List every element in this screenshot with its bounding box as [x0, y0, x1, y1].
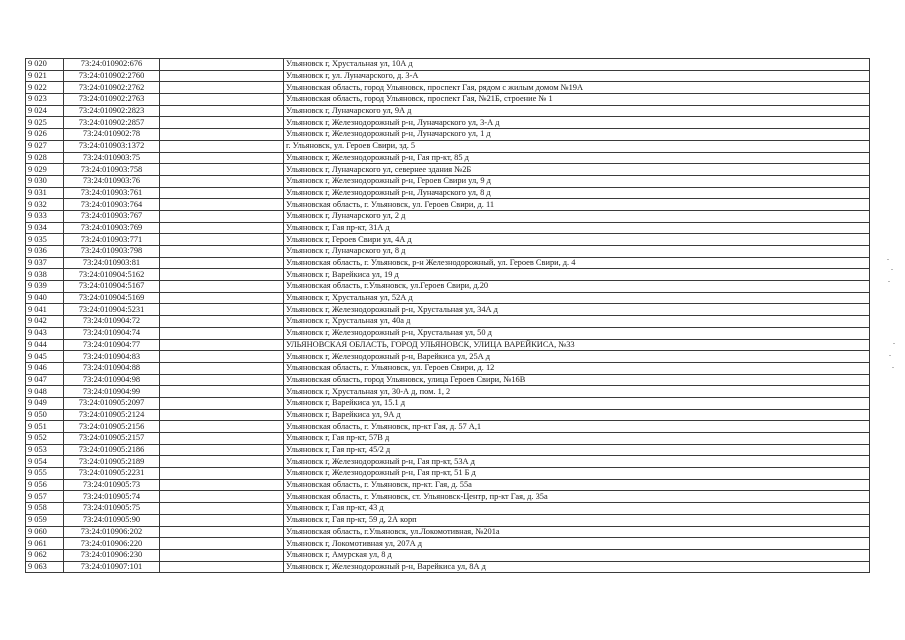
table-row — [26, 129, 870, 141]
row-number-cell: 9 056 — [26, 479, 64, 491]
row-number-cell: 9 047 — [26, 374, 64, 386]
table-row — [26, 257, 870, 269]
empty-cell — [160, 105, 284, 117]
row-number-cell: 9 046 — [26, 362, 64, 374]
row-number-cell: 9 045 — [26, 351, 64, 363]
address-cell: Ульяновск г, Хрустальная ул, 52А д — [284, 292, 870, 304]
empty-cell — [160, 339, 284, 351]
cadastral-number-cell: 73:24:010902:2857 — [64, 117, 160, 129]
row-number-cell: 9 055 — [26, 468, 64, 480]
address-cell: Ульяновск г, Героев Свири ул, 4А д — [284, 234, 870, 246]
cadastral-number-cell: 73:24:010904:88 — [64, 362, 160, 374]
empty-cell — [160, 362, 284, 374]
table-row — [26, 444, 870, 456]
row-number-cell: 9 063 — [26, 561, 64, 573]
address-cell: Ульяновская область, город Ульяновск, проспект Гая, рядом с жилым домом №19А — [284, 82, 870, 94]
row-number-cell: 9 060 — [26, 526, 64, 538]
empty-cell — [160, 234, 284, 246]
cadastral-number-cell: 73:24:010902:78 — [64, 129, 160, 141]
row-number-cell: 9 034 — [26, 222, 64, 234]
cadastral-number-cell: 73:24:010903:798 — [64, 246, 160, 258]
empty-cell — [160, 210, 284, 222]
empty-cell — [160, 292, 284, 304]
row-number-cell: 9 049 — [26, 397, 64, 409]
cadastral-number-cell: 73:24:010903:81 — [64, 257, 160, 269]
table-row — [26, 269, 870, 281]
row-number-cell: 9 026 — [26, 129, 64, 141]
cadastral-number-cell: 73:24:010905:2097 — [64, 397, 160, 409]
cadastral-number-cell: 73:24:010902:2763 — [64, 94, 160, 106]
table-row — [26, 234, 870, 246]
cadastral-number-cell: 73:24:010905:2156 — [64, 421, 160, 433]
empty-cell — [160, 491, 284, 503]
row-number-cell: 9 028 — [26, 152, 64, 164]
row-number-cell: 9 033 — [26, 210, 64, 222]
table-row — [26, 164, 870, 176]
row-number-cell: 9 062 — [26, 549, 64, 561]
address-cell: Ульяновск г, Гая пр-кт, 45/2 д — [284, 444, 870, 456]
table-row — [26, 491, 870, 503]
table-row — [26, 59, 870, 71]
table-row — [26, 117, 870, 129]
address-cell: Ульяновск г, Железнодорожный р-н, Гая пр-кт, 51 Б д — [284, 468, 870, 480]
table-row — [26, 526, 870, 538]
empty-cell — [160, 70, 284, 82]
table-row — [26, 503, 870, 515]
row-number-cell: 9 021 — [26, 70, 64, 82]
row-number-cell: 9 036 — [26, 246, 64, 258]
cadastral-number-cell: 73:24:010905:2157 — [64, 433, 160, 445]
address-cell: Ульяновск г, Луначарского ул, севернее здания №2Б — [284, 164, 870, 176]
address-cell: Ульяновская область, город Ульяновск, улица Героев Свири, №16В — [284, 374, 870, 386]
empty-cell — [160, 117, 284, 129]
address-cell: УЛЬЯНОВСКАЯ ОБЛАСТЬ, ГОРОД УЛЬЯНОВСК, УЛИЦА ВАРЕЙКИСА, №33 — [284, 339, 870, 351]
address-cell: Ульяновск г, Железнодорожный р-н, Луначарского ул, 8 д — [284, 187, 870, 199]
table-row — [26, 409, 870, 421]
cadastral-number-cell: 73:24:010905:2186 — [64, 444, 160, 456]
address-cell: Ульяновск г, Варейкиса ул, 19 д — [284, 269, 870, 281]
address-cell: Ульяновск г, Железнодорожный р-н, Луначарского ул, 1 д — [284, 129, 870, 141]
empty-cell — [160, 246, 284, 258]
cadastral-number-cell: 73:24:010903:769 — [64, 222, 160, 234]
table-row — [26, 246, 870, 258]
empty-cell — [160, 444, 284, 456]
row-number-cell: 9 037 — [26, 257, 64, 269]
table-row — [26, 187, 870, 199]
address-cell: Ульяновск г, Локомотивная ул, 207А д — [284, 538, 870, 550]
table-row — [26, 316, 870, 328]
row-number-cell: 9 039 — [26, 281, 64, 293]
cadastral-number-cell: 73:24:010904:5169 — [64, 292, 160, 304]
table-row — [26, 538, 870, 550]
address-cell: Ульяновск г, Гая пр-кт, 43 д — [284, 503, 870, 515]
table-row — [26, 561, 870, 573]
address-cell: Ульяновская область, г. Ульяновск, ул. Героев Свири, д. 11 — [284, 199, 870, 211]
empty-cell — [160, 257, 284, 269]
row-number-cell: 9 053 — [26, 444, 64, 456]
table-row — [26, 140, 870, 152]
row-number-cell: 9 044 — [26, 339, 64, 351]
row-number-cell: 9 048 — [26, 386, 64, 398]
cadastral-number-cell: 73:24:010905:75 — [64, 503, 160, 515]
address-cell: Ульяновск г, Железнодорожный р-н, Гая пр-кт, 85 д — [284, 152, 870, 164]
address-cell: Ульяновская область, г. Ульяновск, ст. Ульяновск-Центр, пр-кт Гая, д. 35а — [284, 491, 870, 503]
empty-cell — [160, 374, 284, 386]
table-row — [26, 386, 870, 398]
row-number-cell: 9 040 — [26, 292, 64, 304]
empty-cell — [160, 514, 284, 526]
cadastral-number-cell: 73:24:010902:2760 — [64, 70, 160, 82]
empty-cell — [160, 316, 284, 328]
row-number-cell: 9 061 — [26, 538, 64, 550]
row-number-cell: 9 057 — [26, 491, 64, 503]
address-cell: Ульяновск г, Железнодорожный р-н, Гая пр-кт, 53А д — [284, 456, 870, 468]
address-cell: Ульяновск г, Железнодорожный р-н, Луначарского ул, 3-А д — [284, 117, 870, 129]
cadastral-number-cell: 73:24:010905:73 — [64, 479, 160, 491]
address-cell: Ульяновск г, Варейкиса ул, 9А д — [284, 409, 870, 421]
row-number-cell: 9 023 — [26, 94, 64, 106]
empty-cell — [160, 187, 284, 199]
address-cell: г. Ульяновск, ул. Героев Свири, зд. 5 — [284, 140, 870, 152]
address-cell: Ульяновск г, Хрустальная ул, 30-А д, пом. 1, 2 — [284, 386, 870, 398]
table-row — [26, 105, 870, 117]
empty-cell — [160, 304, 284, 316]
table-row — [26, 397, 870, 409]
row-number-cell: 9 051 — [26, 421, 64, 433]
empty-cell — [160, 327, 284, 339]
scan-artifacts — [885, 255, 899, 375]
cadastral-number-cell: 73:24:010903:758 — [64, 164, 160, 176]
table-row — [26, 222, 870, 234]
empty-cell — [160, 59, 284, 71]
row-number-cell: 9 031 — [26, 187, 64, 199]
row-number-cell: 9 029 — [26, 164, 64, 176]
address-cell: Ульяновск г, Хрустальная ул, 40а д — [284, 316, 870, 328]
cadastral-number-cell: 73:24:010904:5167 — [64, 281, 160, 293]
cadastral-number-cell: 73:24:010904:74 — [64, 327, 160, 339]
table-row — [26, 70, 870, 82]
table-row — [26, 304, 870, 316]
cadastral-number-cell: 73:24:010907:101 — [64, 561, 160, 573]
cadastral-number-cell: 73:24:010903:764 — [64, 199, 160, 211]
row-number-cell: 9 020 — [26, 59, 64, 71]
table-row — [26, 351, 870, 363]
empty-cell — [160, 468, 284, 480]
row-number-cell: 9 030 — [26, 175, 64, 187]
table-row — [26, 339, 870, 351]
address-cell: Ульяновск г, Железнодорожный р-н, Варейкиса ул, 25А д — [284, 351, 870, 363]
table-row — [26, 479, 870, 491]
cadastral-number-cell: 73:24:010904:99 — [64, 386, 160, 398]
table-row — [26, 281, 870, 293]
cadastral-number-cell: 73:24:010903:771 — [64, 234, 160, 246]
empty-cell — [160, 351, 284, 363]
address-cell: Ульяновск г, ул. Луначарского, д. 3-А — [284, 70, 870, 82]
cadastral-number-cell: 73:24:010904:77 — [64, 339, 160, 351]
empty-cell — [160, 479, 284, 491]
empty-cell — [160, 152, 284, 164]
address-cell: Ульяновск г, Амурская ул, 8 д — [284, 549, 870, 561]
address-cell: Ульяновская область, г. Ульяновск, ул. Героев Свири, д. 12 — [284, 362, 870, 374]
row-number-cell: 9 038 — [26, 269, 64, 281]
address-cell: Ульяновская область, г. Ульяновск, пр-кт Гая, д. 57 А,1 — [284, 421, 870, 433]
empty-cell — [160, 561, 284, 573]
row-number-cell: 9 027 — [26, 140, 64, 152]
address-cell: Ульяновск г, Хрустальная ул, 10А д — [284, 59, 870, 71]
cadastral-number-cell: 73:24:010905:2231 — [64, 468, 160, 480]
row-number-cell: 9 025 — [26, 117, 64, 129]
address-cell: Ульяновск г, Железнодорожный р-н, Хрустальная ул, 34А д — [284, 304, 870, 316]
row-number-cell: 9 059 — [26, 514, 64, 526]
cadastral-number-cell: 73:24:010902:676 — [64, 59, 160, 71]
address-cell: Ульяновск г, Железнодорожный р-н, Героев Свири ул, 9 д — [284, 175, 870, 187]
cadastral-number-cell: 73:24:010903:767 — [64, 210, 160, 222]
address-cell: Ульяновская область, г. Ульяновск, р-н Железнодорожный, ул. Героев Свири, д. 4 — [284, 257, 870, 269]
address-cell: Ульяновск г, Луначарского ул, 8 д — [284, 246, 870, 258]
row-number-cell: 9 022 — [26, 82, 64, 94]
cadastral-number-cell: 73:24:010906:220 — [64, 538, 160, 550]
address-cell: Ульяновская область, г.Ульяновск, ул.Героев Свири, д.20 — [284, 281, 870, 293]
cadastral-number-cell: 73:24:010905:2124 — [64, 409, 160, 421]
table-row — [26, 199, 870, 211]
table-row — [26, 421, 870, 433]
empty-cell — [160, 94, 284, 106]
empty-cell — [160, 222, 284, 234]
cadastral-number-cell: 73:24:010904:83 — [64, 351, 160, 363]
table-row — [26, 514, 870, 526]
empty-cell — [160, 129, 284, 141]
table-row — [26, 82, 870, 94]
row-number-cell: 9 032 — [26, 199, 64, 211]
row-number-cell: 9 024 — [26, 105, 64, 117]
address-cell: Ульяновск г, Гая пр-кт, 59 д, 2А корп — [284, 514, 870, 526]
registry-table — [25, 58, 870, 573]
address-cell: Ульяновск г, Железнодорожный р-н, Варейкиса ул, 8А д — [284, 561, 870, 573]
empty-cell — [160, 503, 284, 515]
cadastral-number-cell: 73:24:010903:761 — [64, 187, 160, 199]
table-row — [26, 292, 870, 304]
cadastral-number-cell: 73:24:010903:76 — [64, 175, 160, 187]
table-row — [26, 456, 870, 468]
table-row — [26, 374, 870, 386]
cadastral-number-cell: 73:24:010902:2762 — [64, 82, 160, 94]
empty-cell — [160, 549, 284, 561]
empty-cell — [160, 409, 284, 421]
cadastral-number-cell: 73:24:010906:230 — [64, 549, 160, 561]
cadastral-number-cell: 73:24:010904:72 — [64, 316, 160, 328]
row-number-cell: 9 035 — [26, 234, 64, 246]
cadastral-number-cell: 73:24:010904:5231 — [64, 304, 160, 316]
table-row — [26, 175, 870, 187]
empty-cell — [160, 538, 284, 550]
address-cell: Ульяновская область, г. Ульяновск, пр-кт. Гая, д. 55а — [284, 479, 870, 491]
row-number-cell: 9 042 — [26, 316, 64, 328]
cadastral-number-cell: 73:24:010903:75 — [64, 152, 160, 164]
table-row — [26, 94, 870, 106]
table-row — [26, 152, 870, 164]
address-cell: Ульяновск г, Луначарского ул, 9А д — [284, 105, 870, 117]
table-row — [26, 468, 870, 480]
empty-cell — [160, 397, 284, 409]
cadastral-number-cell: 73:24:010905:74 — [64, 491, 160, 503]
empty-cell — [160, 281, 284, 293]
address-cell: Ульяновская область, г.Ульяновск, ул.Локомотивная, №201а — [284, 526, 870, 538]
row-number-cell: 9 041 — [26, 304, 64, 316]
empty-cell — [160, 175, 284, 187]
row-number-cell: 9 054 — [26, 456, 64, 468]
address-cell: Ульяновск г, Варейкиса ул, 15.1 д — [284, 397, 870, 409]
row-number-cell: 9 058 — [26, 503, 64, 515]
empty-cell — [160, 386, 284, 398]
cadastral-number-cell: 73:24:010904:98 — [64, 374, 160, 386]
table-row — [26, 362, 870, 374]
address-cell: Ульяновск г, Гая пр-кт, 31А д — [284, 222, 870, 234]
empty-cell — [160, 82, 284, 94]
address-cell: Ульяновская область, город Ульяновск, проспект Гая, №21Б, строение № 1 — [284, 94, 870, 106]
cadastral-number-cell: 73:24:010904:5162 — [64, 269, 160, 281]
empty-cell — [160, 526, 284, 538]
row-number-cell: 9 050 — [26, 409, 64, 421]
registry-rows — [26, 59, 870, 573]
empty-cell — [160, 433, 284, 445]
row-number-cell: 9 043 — [26, 327, 64, 339]
empty-cell — [160, 269, 284, 281]
address-cell: Ульяновск г, Железнодорожный р-н, Хрустальная ул, 50 д — [284, 327, 870, 339]
row-number-cell: 9 052 — [26, 433, 64, 445]
address-cell: Ульяновск г, Луначарского ул, 2 д — [284, 210, 870, 222]
cadastral-number-cell: 73:24:010905:90 — [64, 514, 160, 526]
table-row — [26, 210, 870, 222]
empty-cell — [160, 421, 284, 433]
cadastral-number-cell: 73:24:010906:202 — [64, 526, 160, 538]
address-cell: Ульяновск г, Гая пр-кт, 57В д — [284, 433, 870, 445]
empty-cell — [160, 164, 284, 176]
cadastral-number-cell: 73:24:010903:1372 — [64, 140, 160, 152]
empty-cell — [160, 140, 284, 152]
empty-cell — [160, 456, 284, 468]
cadastral-number-cell: 73:24:010905:2189 — [64, 456, 160, 468]
table-row — [26, 549, 870, 561]
cadastral-number-cell: 73:24:010902:2823 — [64, 105, 160, 117]
table-row — [26, 433, 870, 445]
empty-cell — [160, 199, 284, 211]
table-row — [26, 327, 870, 339]
